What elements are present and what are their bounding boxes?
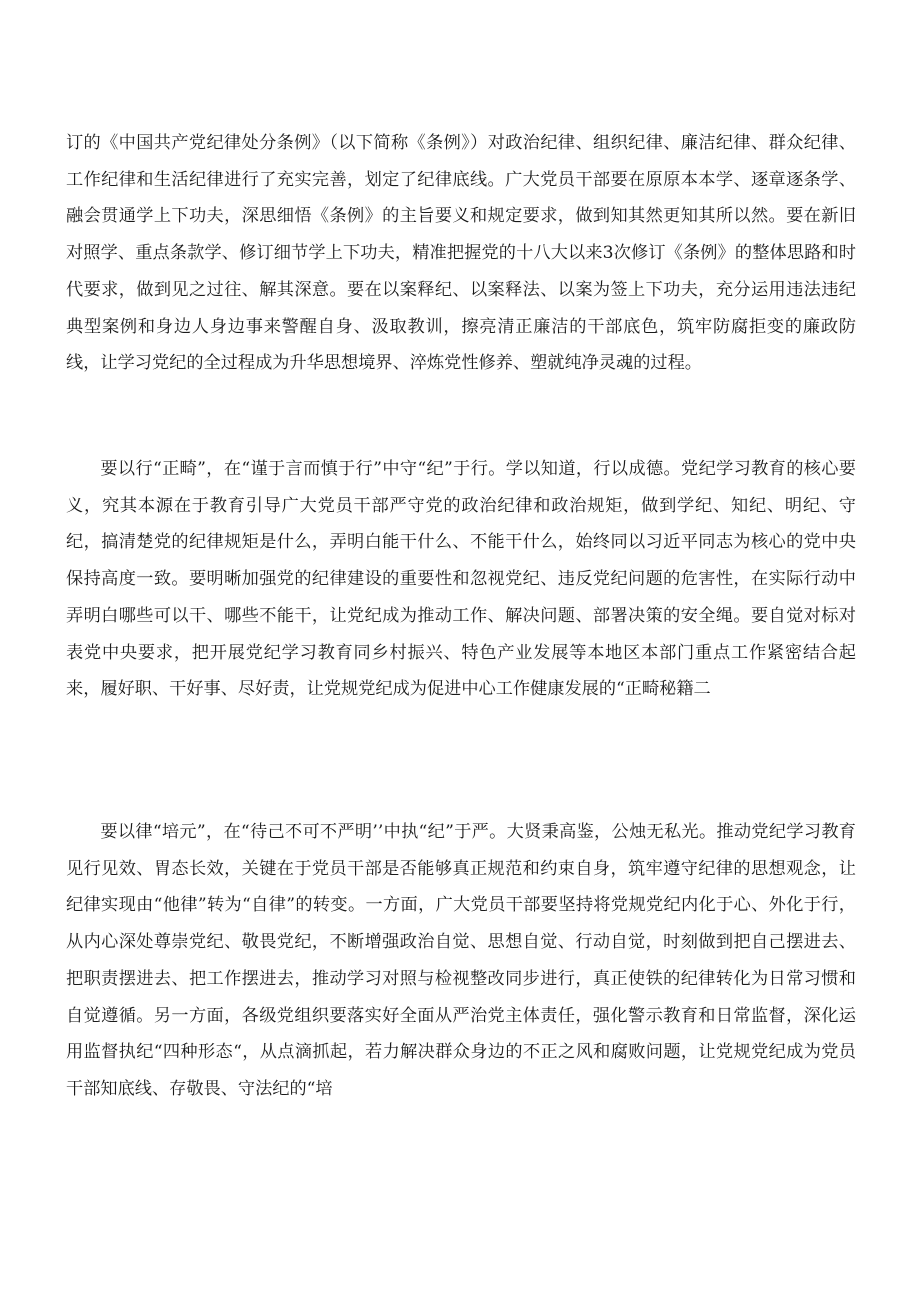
paragraph-discipline-regulations-study: 订的《中国共产党纪律处分条例》（以下简称《条例》）对政治纪律、组织纪律、廉洁纪律、群众纪律、工作纪律和生活纪律进行了充实完善，划定了纪律底线。广大党员干部要在原原本本学、逐章逐条学、融会贯通学上下功夫，深思细悟《条例》的主旨要义和规定要求，做到知其然更知其所以然。要在新旧对照学、重点条款学、修订细节学上下功夫，精准把握党的十八大以来3次修订《条例》的整体思路和时代要求，做到见之过往、解其深意。要在以案释纪、以案释法、以案为签上下功夫，充分运用违法违纪典型案例和身边人身边事来警醒自身、汲取教训，擦亮清正廉洁的干部底色，筑牢防腐拒变的廉政防线，让学习党纪的全过程成为升华思想境界、淬炼党性修养、塑就纯净灵魂的过程。 <box>66 133 856 374</box>
paragraph-cultivation-through-discipline: 要以律“培元”，在“待己不可不严明’’中执“纪”于严。大贤秉高鉴，公烛无私光。推动党纪学习教育见行见效、胃态长效，关键在于党员干部是否能够真正规范和约束自身，筑牢遵守纪律的思想观念，让纪律实现由“他律”转为“自律”的转变。一方面，广大党员干部要坚持将党规党纪内化于心、外化于行，从内心深处尊崇党纪、敬畏党纪，不断增强政治自觉、思想自觉、行动自觉，时刻做到把自己摆进去、把职责摆进去、把工作摆进去，推动学习对照与检视整改同步进行，真正使铁的纪律转化为日常习惯和自觉遵循。另一方面，各级党组织要落实好全面从严治党主体责任，强化警示教育和日常监督，深化运用监督执纪“四种形态“，从点滴抓起，若力解决群众身边的不正之风和腐败问题，让党规党纪成为党员干部知底线、存敬畏、守法纪的“培 <box>66 822 856 1099</box>
paragraph-correction-through-action: 要以行“正畸”，在“谨于言而慎于行”中守“纪”于行。学以知道，行以成德。党纪学习教育的核心要义，究其本源在于教育引导广大党员干部严守党的政治纪律和政治规矩，做到学纪、知纪、明纪、守纪，搞清楚党的纪律规矩是什么，弄明白能干什么、不能干什么，始终同以习近平同志为核心的党中央保持高度一致。要明晰加强党的纪律建设的重要性和忽视党纪、违反党纪问题的危害性，在实际行动中弄明白哪些可以干、哪些不能干，让党纪成为推动工作、解决问题、部署决策的安全绳。要自觉对标对表党中央要求，把开展党纪学习教育同乡村振兴、特色产业发展等本地区本部门重点工作紧密结合起来，履好职、干好事、尽好责，让党规党纪成为促进中心工作健康发展的“正畸秘籍二 <box>66 459 856 700</box>
